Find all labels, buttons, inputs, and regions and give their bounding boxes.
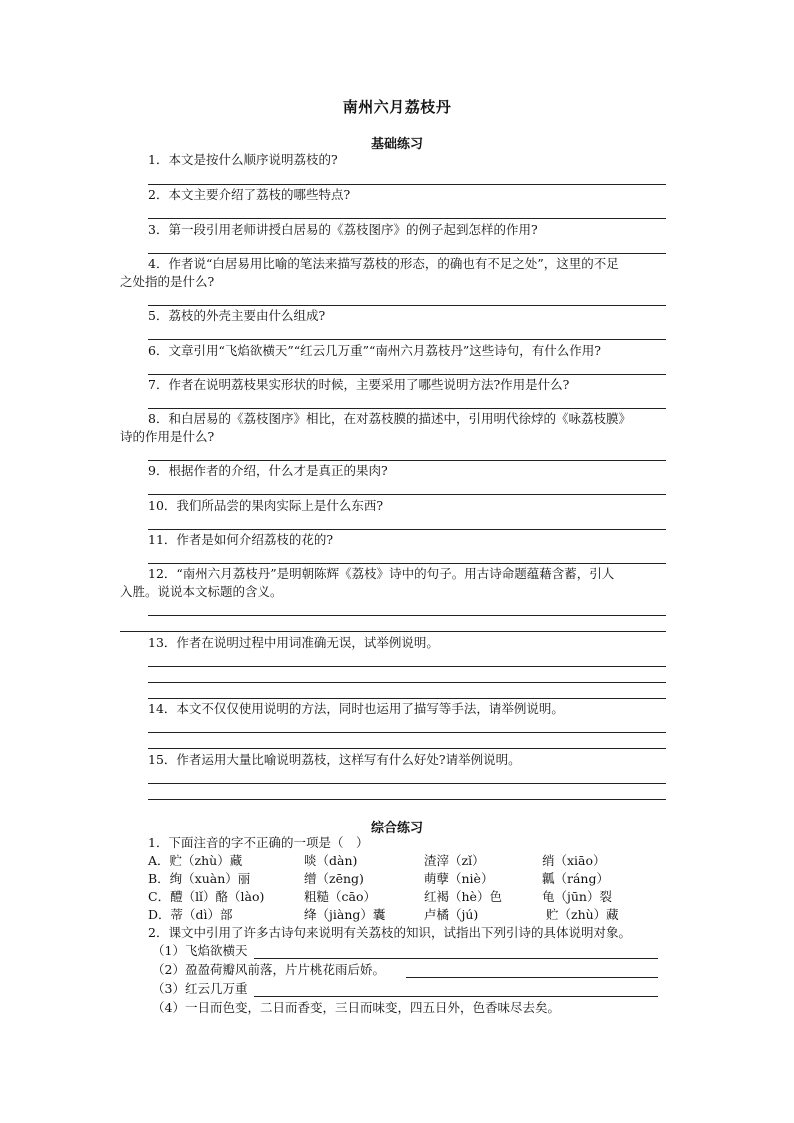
option-cell: 萌孽（niè） (424, 871, 494, 886)
sub-question-1: （1）飞焰欲横天 (152, 943, 248, 958)
answer-line[interactable] (148, 698, 666, 699)
option-cell: D．蒂（dì）部 (148, 907, 233, 922)
sub-question-3: （3）红云几万重 (152, 981, 248, 996)
option-cell: 卢橘（jú) (424, 907, 479, 922)
basic-exercise-heading: 基础练习 (370, 137, 423, 152)
answer-line[interactable] (148, 783, 666, 784)
answer-line[interactable] (148, 748, 666, 749)
question-6: 6．文章引用“飞焰欲横天”“红云几万重”“南州六月荔枝丹”这些诗句，有什么作用? (148, 343, 601, 358)
answer-line[interactable] (148, 682, 666, 683)
comp-question-1: 1．下面注音的字不正确的一项是（ ） (148, 835, 369, 850)
sub-answer-1[interactable] (254, 944, 658, 959)
question-8-line-1: 8．和白居易的《荔枝图序》相比，在对荔枝膜的描述中，引用明代徐㶿的《咏荔枝膜》 (148, 411, 631, 426)
answer-line[interactable] (120, 631, 666, 632)
answer-line[interactable] (148, 494, 666, 495)
question-9: 9．根据作者的介绍，什么才是真正的果肉? (148, 463, 388, 478)
sub-answer-2[interactable] (406, 963, 658, 978)
page-title: 南州六月荔枝丹 (342, 98, 452, 116)
option-cell: C．醴（lǐ）酪（lào) (148, 889, 265, 904)
question-11: 11．作者是如何介绍荔枝的花的? (148, 532, 334, 547)
option-cell: 绛（jiàng）囊 (304, 907, 386, 922)
option-cell: 瓤（ráng） (542, 871, 609, 886)
answer-line[interactable] (148, 374, 666, 375)
answer-line[interactable] (148, 184, 666, 185)
sub-question-4: （4）一日而色变，二日而香变，三日而味变，四五日外，色香味尽去矣。 (152, 1000, 560, 1015)
answer-line[interactable] (148, 615, 666, 616)
option-cell: A．贮（zhù）藏 (148, 853, 243, 868)
question-3: 3．第一段引用老师讲授白居易的《荔枝图序》的例子起到怎样的作用? (148, 222, 538, 237)
answer-line[interactable] (148, 529, 666, 530)
question-7: 7．作者在说明荔枝果实形状的时候，主要采用了哪些说明方法?作用是什么? (148, 377, 570, 392)
option-cell: 红褐（hè）色 (424, 889, 502, 904)
option-cell: 龟（jūn）裂 (542, 889, 612, 904)
question-14: 14．本文不仅仅使用说明的方法，同时也运用了描写等手法，请举例说明。 (148, 701, 564, 716)
answer-line[interactable] (148, 563, 666, 564)
answer-line[interactable] (148, 799, 666, 800)
answer-line[interactable] (148, 666, 666, 667)
option-cell: 缯（zēng) (304, 871, 364, 886)
answer-line[interactable] (148, 305, 666, 306)
comprehensive-exercise-heading: 综合练习 (370, 821, 423, 836)
question-8-line-2: 诗的作用是什么? (120, 429, 215, 444)
option-cell: 绡（xiāo） (542, 853, 606, 868)
question-13: 13．作者在说明过程中用词准确无误，试举例说明。 (148, 635, 439, 650)
answer-line[interactable] (148, 732, 666, 733)
option-cell: 粗糙（cāo） (304, 889, 376, 904)
comp-question-2: 2．课文中引用了许多古诗句来说明有关荔枝的知识，试指出下列引诗的具体说明对象。 (148, 925, 631, 940)
question-4-line-2: 之处指的是什么? (120, 274, 215, 289)
answer-line[interactable] (148, 460, 666, 461)
question-15: 15．作者运用大量比喻说明荔枝，这样写有什么好处?请举例说明。 (148, 752, 521, 767)
answer-line[interactable] (148, 408, 666, 409)
question-10: 10．我们所品尝的果肉实际上是什么东西? (148, 498, 384, 513)
answer-line[interactable] (148, 339, 666, 340)
question-4-line-1: 4．作者说“白居易用比喻的笔法来描写荔枝的形态，的确也有不足之处”，这里的不足 (148, 256, 619, 271)
question-2: 2．本文主要介绍了荔枝的哪些特点? (148, 187, 351, 202)
option-cell: 啖（dàn) (304, 853, 358, 868)
answer-line[interactable] (148, 253, 666, 254)
question-5: 5．荔枝的外壳主要由什么组成? (148, 308, 326, 323)
option-cell: 贮（zhù）藏 (546, 907, 619, 922)
answer-line[interactable] (148, 218, 666, 219)
option-cell: B．绚（xuàn）丽 (148, 871, 251, 886)
question-1: 1．本文是按什么顺序说明荔枝的? (148, 152, 338, 167)
option-cell: 渣滓（zǐ） (424, 853, 485, 868)
sub-answer-3[interactable] (254, 982, 658, 997)
sub-question-2: （2）盈盈荷瓣风前落，片片桃花雨后娇。 (152, 962, 385, 977)
question-12-line-2: 入胜。说说本文标题的含义。 (120, 584, 283, 599)
question-12-line-1: 12．“南州六月荔枝丹”是明朝陈辉《荔枝》诗中的句子。用古诗命题蕴藉含蓄，引人 (148, 566, 615, 581)
